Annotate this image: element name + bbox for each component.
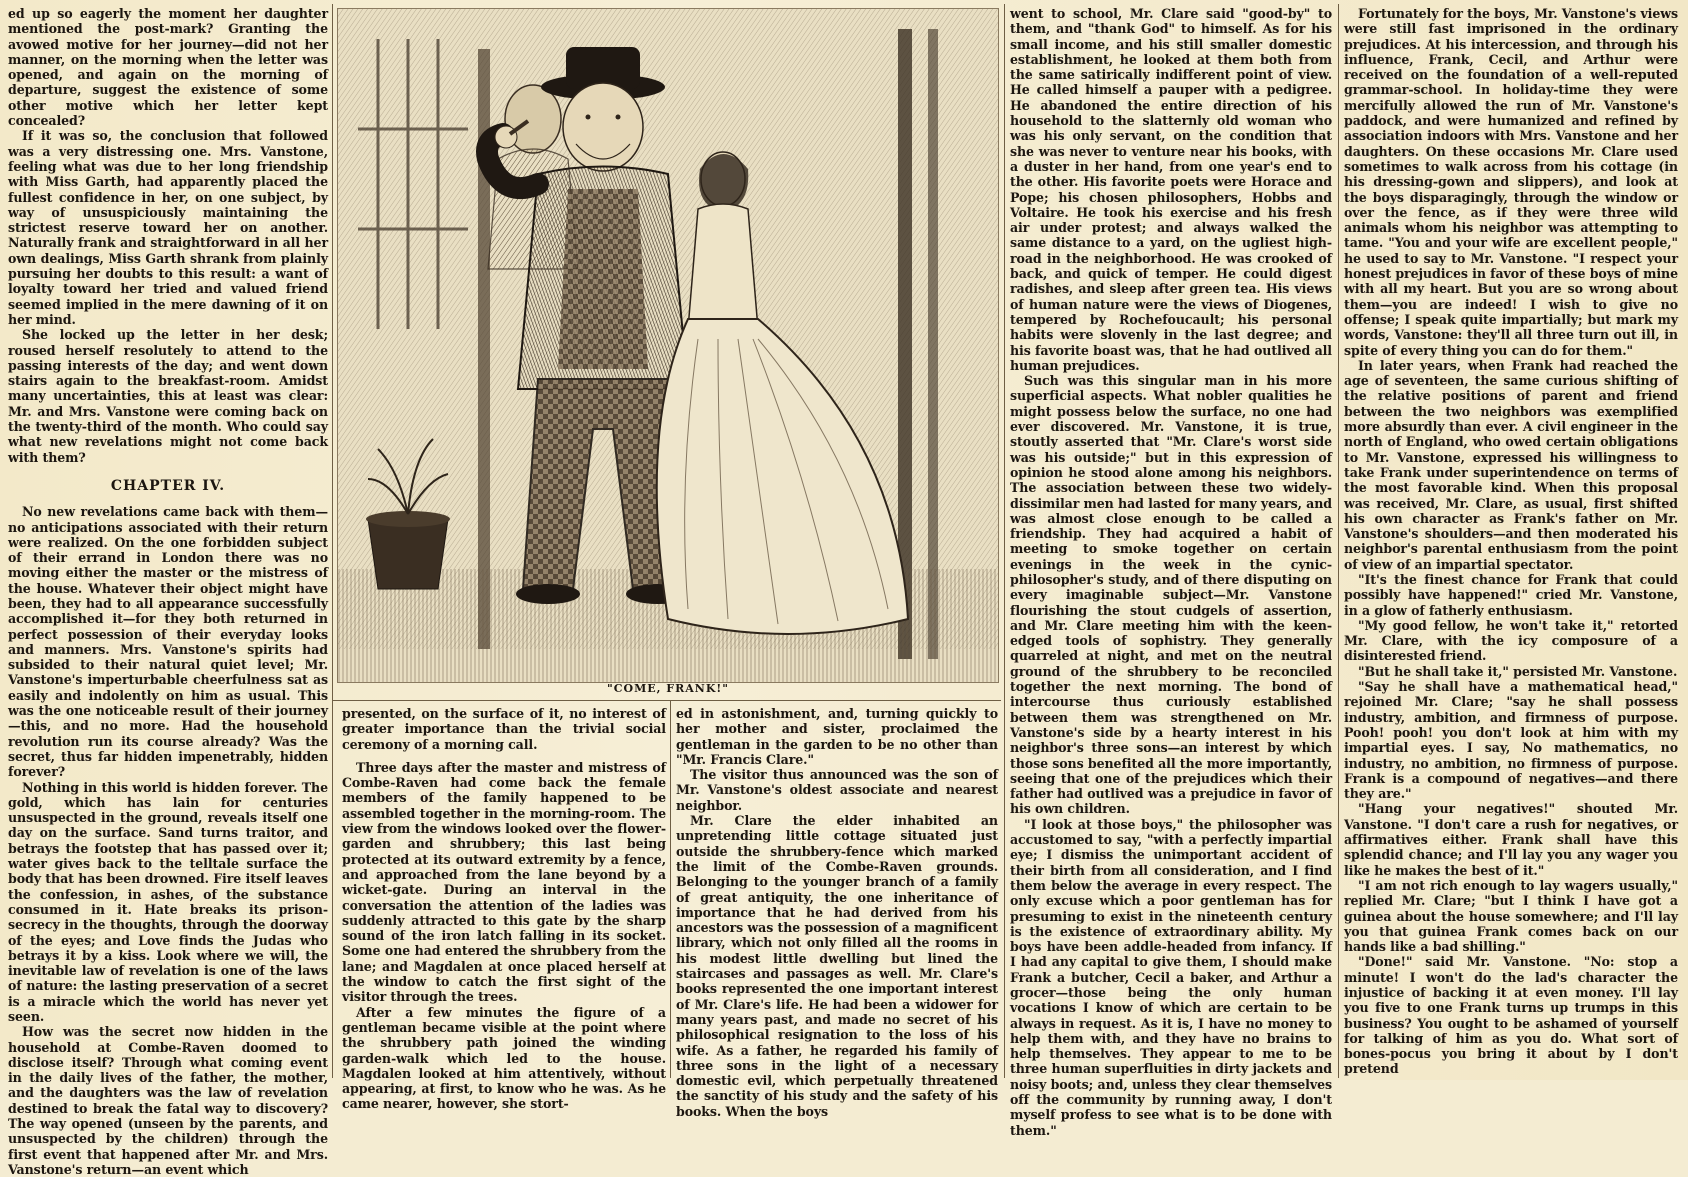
- column-rule: [1338, 4, 1339, 1078]
- paragraph: ed up so eagerly the moment her daughter mentioned the post-mark? Granting the avowed motive for her journey—did not her manner, on the morning when the letter was opened, and again on the morning of departure, suggest the existence of some other motive which her letter kept concealed?: [8, 6, 328, 129]
- column-2: [342, 706, 666, 1112]
- paragraph: "It's the finest chance for Frank that could possibly have happened!" cried Mr. Vanstone, in a glow of fatherly enthusiasm.: [1344, 571, 1678, 618]
- paragraph: "Say he shall have a mathematical head," rejoined Mr. Clare; "say he shall possess industry, ambition, and firmness of purpose. Pooh! pooh! you don't look at him with my impartial eyes. I say, No mathematics, no industry, no ambition, no firmness of purpose. Frank is a compound of negatives—and there they are.": [1344, 679, 1678, 802]
- chapter-heading: CHAPTER IV.: [110, 477, 226, 494]
- paragraph: How was the secret now hidden in the household at Combe-Raven doomed to disclose itself? Through what coming event in the daily lives of the father, the mother, and the daughters was the law of revelation destined to break the fatal way to discovery? The way opened (unseen by the parents, and unsuspected by the children) through the first event that happened after Mr. and Mrs. Vanstone's return—an event which: [8, 1024, 328, 1177]
- paragraph: After a few minutes the figure of a gentleman became visible at the point where the shrubbery path joined the winding garden-walk which led to the house. Magdalen looked at him attentively, without appearing, at first, to know who he was. As he came nearer, however, she stort-: [342, 1004, 666, 1112]
- column-rule: [332, 4, 333, 1078]
- column-1-before: [8, 6, 328, 465]
- paragraph: went to school, Mr. Clare said "good-by" to them, and "thank God" to himself. As for his small income, and his still smaller domestic establishment, he looked at them both from the same satirically indifferent point of view. He called himself a pauper with a pedigree. He abandoned the entire direction of his household to the slatternly old woman who was his only servant, on the condition that she was never to venture near his books, with a duster in her hand, from one year's end to the other. His favorite poets were Horace and Pope; his chosen philosophers, Hobbs and Voltaire. He took his exercise and his fresh air under protest; and always walked the same distance to a yard, on the ugliest high-road in the neighborhood. He was crooked of back, and quick of temper. He could digest radishes, and sleep after green tea. His views of human nature were the views of Diogenes, tempered by Rochefoucault; his personal habits were slovenly in the last degree; and his favorite boast was, that he had outlived all human prejudices.: [1010, 6, 1332, 373]
- paragraph: Nothing in this world is hidden forever. The gold, which has lain for centuries unsuspected in the ground, reveals itself one day on the surface. Sand turns traitor, and betrays the footstep that has passed over it; water gives back to the telltale surface the body that has been drowned. Fire itself leaves the confession, in ashes, of the substance consumed in it. Hate breaks its prison-secrecy in the thoughts, through the doorway of the eyes; and Love finds the Judas who betrays it by a kiss. Look where we will, the inevitable law of revelation is one of the laws of nature: the lasting preservation of a secret is a miracle which the world has never yet seen.: [8, 779, 328, 1024]
- column-rule: [670, 700, 671, 1078]
- illustration-bottom-rule: [333, 700, 1001, 701]
- illustration-come-frank: [337, 8, 999, 683]
- paragraph: "My good fellow, he won't take it," retorted Mr. Clare, with the icy composure of a disinterested friend.: [1344, 617, 1678, 664]
- paragraph: "Hang your negatives!" shouted Mr. Vanstone. "I don't care a rush for negatives, or affirmatives either. Frank shall have this splendid chance; and I'll lay you any wager you like he makes the best of it.": [1344, 801, 1678, 878]
- column-1-after: [8, 504, 328, 1177]
- paragraph: ed in astonishment, and, turning quickly to her mother and sister, proclaimed the gentleman in the garden to be no other than "Mr. Francis Clare.": [676, 706, 998, 767]
- paragraph: "But he shall take it," persisted Mr. Vanstone.: [1358, 663, 1678, 679]
- column-rule: [1004, 4, 1005, 1078]
- column-3: [676, 706, 998, 1119]
- engraving-image: [338, 9, 998, 682]
- paragraph: "I look at those boys," the philosopher was accustomed to say, "with a perfectly impartial eye; I dismiss the unimportant accident of their birth from all consideration, and I find them below the average in every respect. The only excuse which a poor gentleman has for presuming to exist in the nineteenth century is the existence of extraordinary ability. My boys have been addle-headed from infancy. If I had any capital to give them, I should make Frank a butcher, Cecil a baker, and Arthur a grocer—those being the only human vocations I know of which are certain to be always in request. As it is, I have no money to help them with, and they have no brains to help themselves. They appear to me to be three human superfluities in dirty jackets and noisy boots; and, unless they clear themselves off the community by running away, I don't myself profess to see what is to be done with them.": [1010, 816, 1332, 1138]
- column-1: [8, 6, 328, 1177]
- paragraph: In later years, when Frank had reached the age of seventeen, the same curious shifting of the relative positions of parent and friend between the two neighbors was exemplified more absurdly than ever. A civil engineer in the north of England, who owed certain obligations to Mr. Vanstone, expressed his willingness to take Frank under superintendence on terms of the most favorable kind. When this proposal was received, Mr. Clare, as usual, first shifted his own character as Frank's father on Mr. Vanstone's shoulders—and then moderated his neighbor's parental enthusiasm from the point of view of an impartial spectator.: [1344, 357, 1678, 572]
- illustration-caption: "COME, FRANK!": [607, 682, 729, 695]
- paragraph: Fortunately for the boys, Mr. Vanstone's views were still fast imprisoned in the ordinary prejudices. At his intercession, and through his influence, Frank, Cecil, and Arthur were received on the foundation of a well-reputed grammar-school. In holiday-time they were mercifully allowed the run of Mr. Vanstone's paddock, and were humanized and refined by association indoors with Mrs. Vanstone and her daughters. On these occasions Mr. Clare used sometimes to walk across from his cottage (in his dressing-gown and slippers), and look at the boys disparagingly, through the window or over the fence, as if they were three wild animals whom his neighbor was attempting to tame. "You and your wife are excellent people," he used to say to Mr. Vanstone. "I respect your honest prejudices in favor of these boys of mine with all my heart. But you are so wrong about them—you are indeed! I wish to give no offense; I speak quite impartially; but mark my words, Vanstone: they'll all three turn out ill, in spite of every thing you can do for them.": [1344, 6, 1678, 358]
- paragraph: "Done!" said Mr. Vanstone. "No: stop a minute! I won't do the lad's character the injustice of backing it at even money. I'll lay you five to one Frank turns up trumps in this business? You ought to be ashamed of yourself for talking of him as you do. What sort of bones-pocus you bring it about by I don't pretend: [1344, 954, 1678, 1077]
- paragraph: Three days after the master and mistress of Combe-Raven had come back the female members of the family happened to be assembled together in the morning-room. The view from the windows looked over the flower-garden and shrubbery; this last being protected at its outward extremity by a fence, and approached from the lane beyond by a wicket-gate. During an interval in the conversation the attention of the ladies was suddenly attracted to this gate by the sharp sound of the iron latch falling in its socket. Some one had entered the shrubbery from the lane; and Magdalen at once placed herself at the window to catch the first sight of the visitor through the trees.: [342, 759, 666, 1005]
- paragraph: If it was so, the conclusion that followed was a very distressing one. Mrs. Vanstone, feeling what was due to her long friendship with Miss Garth, had apparently placed the fullest confidence in her, on one subject, by way of unsuspiciously maintaining the strictest reserve toward her on another. Naturally frank and straightforward in all her own dealings, Miss Garth shrank from plainly pursuing her doubts to this result: a want of loyalty toward her tried and valued friend seemed implied in the mere dawning of it on her mind.: [8, 128, 328, 327]
- paragraph: She locked up the letter in her desk; roused herself resolutely to attend to the passing interests of the day; and went down stairs again to the breakfast-room. Amidst many uncertainties, this at least was clear: Mr. and Mrs. Vanstone were coming back on the twenty-third of the month. Who could say what new revelations might not come back with them?: [8, 327, 328, 465]
- column-4: [1010, 6, 1333, 1138]
- column-5: [1344, 6, 1678, 1078]
- paragraph: No new revelations came back with them—no anticipations associated with their return were realized. On the one forbidden subject of their errand in London there was no moving either the master or the mistress of the house. Whatever their object might have been, they had to all appearance successfully accomplished it—for they both returned in perfect possession of their everyday looks and manners. Mrs. Vanstone's spirits had subsided to their natural quiet level; Mr. Vanstone's imperturbable cheerfulness sat as easily and indolently on him as usual. This was the one noticeable result of their journey—this, and no more. Had the household revolution run its course already? Was the secret, thus far hidden impenetrably, hidden forever?: [8, 504, 328, 780]
- paragraph: Mr. Clare the elder inhabited an unpretending little cottage situated just outside the shrubbery-fence which marked the limit of the Combe-Raven grounds. Belonging to the younger branch of a family of great antiquity, the one inheritance of importance that he had derived from his ancestors was the possession of a magnificent library, which not only filled all the rooms in his modest little dwelling but lined the staircases and passages as well. Mr. Clare's books represented the one important interest of Mr. Clare's life. He had been a widower for many years past, and made no secret of his philosophical resignation to the loss of his wife. As a father, he regarded his family of three sons in the light of a necessary domestic evil, which perpetually threatened the sanctity of his study and the safety of his books. When the boys: [676, 813, 998, 1119]
- paragraph: "I am not rich enough to lay wagers usually," replied Mr. Clare; "but I think I have got a guinea about the house somewhere; and I'll lay you that guinea Frank comes back on our hands like a bad shilling.": [1344, 877, 1678, 955]
- paragraph: Such was this singular man in his more superficial aspects. What nobler qualities he might possess below the surface, no one had ever discovered. Mr. Vanstone, it is true, stoutly asserted that "Mr. Clare's worst side was his outside;" but in this expression of opinion he stood alone among his neighbors. The association between these two widely-dissimilar men had lasted for many years, and was almost close enough to be called a friendship. They had acquired a habit of meeting to smoke together on certain evenings in the week in the cynic-philosopher's study, and of there disputing on every imaginable subject—Mr. Vanstone flourishing the stout cudgels of assertion, and Mr. Clare meeting him with the keen-edged tools of sophistry. They generally quarreled at night, and met on the neutral ground of the shrubbery to be reconciled together the next morning. The bond of intercourse thus curiously established between them was strengthened on Mr. Vanstone's side by a hearty interest in his neighbor's three sons—an interest by which those sons benefited all the more importantly, seeing that one of the prejudices which their father had outlived was a prejudice in favor of his own children.: [1010, 373, 1333, 817]
- paragraph: presented, on the surface of it, no interest of greater importance than the trivial social ceremony of a morning call.: [342, 706, 666, 752]
- paragraph: The visitor thus announced was the son of Mr. Vanstone's oldest associate and nearest neighbor.: [676, 767, 998, 813]
